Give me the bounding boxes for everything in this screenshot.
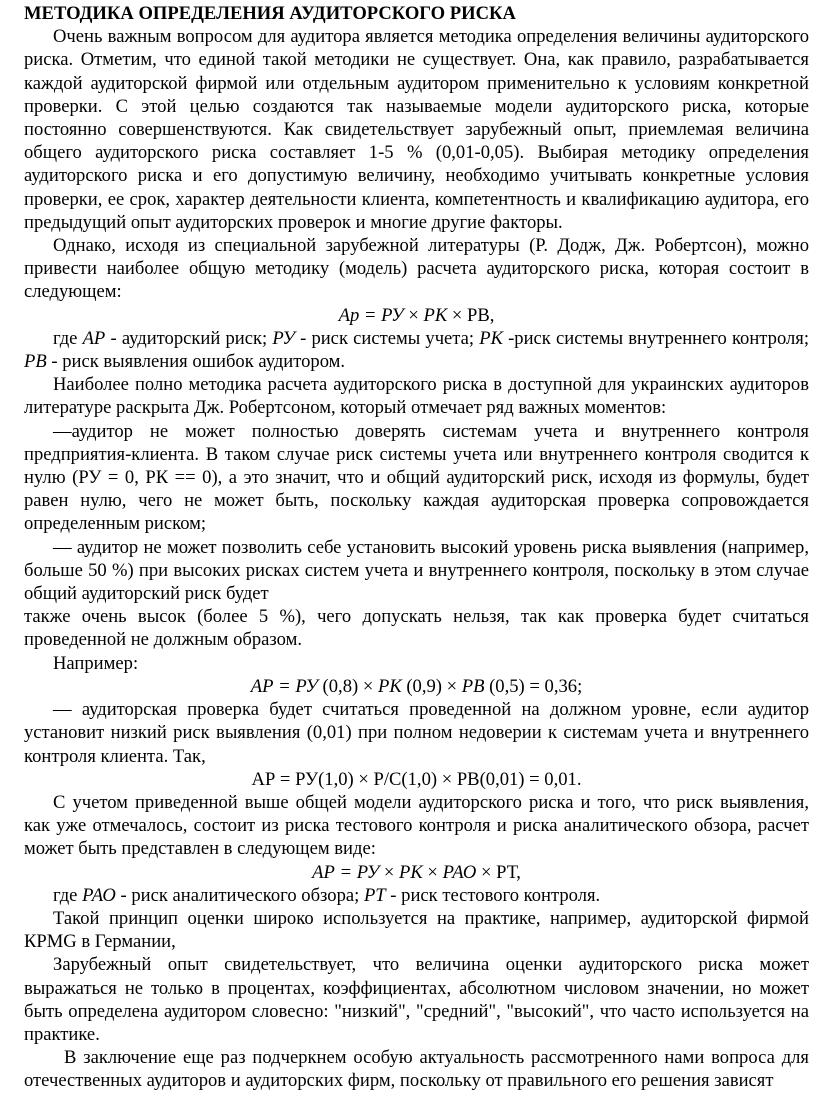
formula-value: (0,8) × (317, 675, 378, 697)
legend-term: АР (82, 327, 106, 349)
legend-text: - риск тестового контроля. (385, 884, 601, 906)
formula-term: АР (250, 675, 274, 697)
formula-operator: = (359, 304, 382, 326)
paragraph-point-3: — аудиторская проверка будет считаться проведенной на должном уровне, если аудитор установит низкий риск выявления (0,01) при полном недоверии к системам учета и внутреннего контроля клиента. Так, (24, 699, 809, 767)
legend-text: - риск аналитического обзора; (115, 884, 364, 906)
formula-risk-model (24, 304, 809, 327)
paragraph-point-2-continued: также очень высок (более 5 %), чего допускать нельзя, так как проверка будет считаться проведенной не должным образом. (24, 606, 809, 651)
formula-legend-2 (24, 884, 809, 907)
formula-term: РВ, (466, 304, 495, 326)
formula-term: РК (399, 861, 423, 883)
paragraph-conclusion: В заключение еще раз подчеркнем особую актуальность рассмотренного нами вопроса для отечественных аудиторов и аудиторских фирм, поскольку от правильного его решения зависят (24, 1047, 809, 1092)
legend-text: - риск системы учета; (294, 327, 480, 349)
paragraph-model-intro: Однако, исходя из специальной зарубежной литературы (Р. Додж, Дж. Робертсон), можно привести наиболее общую методику (модель) расчета аудиторского риска, которая состоит в следующем: (24, 235, 809, 303)
formula-term: Ар (338, 304, 360, 326)
legend-term: РАО (82, 884, 116, 906)
formula-term: РАО (442, 861, 477, 883)
formula-extended-model (24, 861, 809, 884)
paragraph-point-1: —аудитор не может полностью доверять системам учета и внутреннего контроля предприятия-клиента. В таком случае риск системы учета или внутреннего контроля сводится к нулю (РУ = 0, РК == 0), а это значит, что и общий аудиторский риск, исходя из формулы, будет равен нулю, чего не может быть, поскольку каждая аудиторская проверка сопровождается определенным риском; (24, 420, 809, 535)
formula-value: (0,9) × (401, 675, 462, 697)
paragraph-extended-model: С учетом приведенной выше общей модели аудиторского риска и того, что риск выявления, как уже отмечалось, состоит из риска тестового контроля и риска аналитического обзора, расчет может быть представлен в следующем виде: (24, 791, 809, 860)
legend-term: РК (479, 327, 503, 349)
formula-operator: = (273, 675, 296, 697)
legend-term: РТ (363, 884, 386, 906)
legend-word: где (53, 327, 83, 349)
formula-operator: × (403, 304, 424, 326)
paragraph-verbal-assessment: Зарубежный опыт свидетельствует, что величина оценки аудиторского риска может выражаться не только в процентах, коэффициентах, абсолютном числовом значении, но может быть определена аудитором словесно: "низкий", "средний", "высокий", что часто используется на практике. (24, 954, 809, 1045)
formula-term: РУ (356, 861, 380, 883)
formula-term: РУ (295, 675, 318, 697)
paragraph-robertson: Наиболее полно методика расчета аудиторского риска в доступной для украинских аудиторов литературе раскрыта Дж. Робертсоном, который отмечает ряд важных моментов: (24, 374, 809, 419)
legend-word: где (53, 884, 83, 906)
formula-legend (24, 327, 809, 373)
legend-text: - аудиторский риск; (105, 327, 273, 349)
paragraph-example-label: Например: (53, 652, 139, 674)
formula-term: РВ (461, 675, 485, 697)
formula-value: (0,5) = 0,36; (484, 675, 583, 697)
legend-text: - риск выявления ошибок аудитором. (46, 351, 346, 373)
formula-operator: = (334, 861, 357, 883)
formula-example-2: АР = РУ(1,0) × Р/С(1,0) × РВ(0,01) = 0,01. (251, 768, 582, 790)
formula-term: РУ (381, 304, 404, 326)
formula-term: РК (377, 675, 402, 697)
legend-term: РВ (24, 351, 47, 373)
legend-term: РУ (272, 327, 295, 349)
document-title: МЕТОДИКА ОПРЕДЕЛЕНИЯ АУДИТОРСКОГО РИСКА (24, 3, 516, 24)
legend-text: -риск системы внутреннего контроля; (502, 327, 810, 349)
paragraph-intro: Очень важным вопросом для аудитора является методика определения величины аудиторского риска. Отметим, что единой такой методики не существует. Она, как правило, разрабатывается каждой аудиторской фирмой или отдельным аудитором применительно к условиям конкретной проверки. С этой целью создаются так называемые модели аудиторского риска, которые постоянно совершенствуются. Как свидетельствует зарубежный опыт, приемлемая величина общего аудиторского риска составляет 1-5 % (0,01-0,05). Выбирая методику определения аудиторского риска и его допустимую величину, необходимо учитывать конкретные условия проверки, ее срок, характер деятельности клиента, компетентность и квалификацию аудитора, его предыдущий опыт аудиторских проверок и многие другие факторы. (24, 26, 809, 233)
paragraph-point-2: — аудитор не может позволить себе установить высокий уровень риска выявления (например, больше 50 %) при высоких рисках систем учета и внутреннего контроля, поскольку в этом случае общий аудиторский риск будет (24, 536, 809, 605)
formula-operator: × (447, 304, 467, 326)
formula-term: АР (312, 861, 335, 883)
formula-example-1 (24, 675, 809, 698)
formula-operator: × (379, 861, 400, 883)
formula-term: РТ, (496, 861, 521, 883)
formula-operator: × (476, 861, 497, 883)
formula-operator: × (422, 861, 443, 883)
formula-term: РК (423, 304, 448, 326)
paragraph-kpmg: Такой принцип оценки широко используется на практике, например, аудиторской фирмой КРМG в Германии, (24, 907, 809, 953)
